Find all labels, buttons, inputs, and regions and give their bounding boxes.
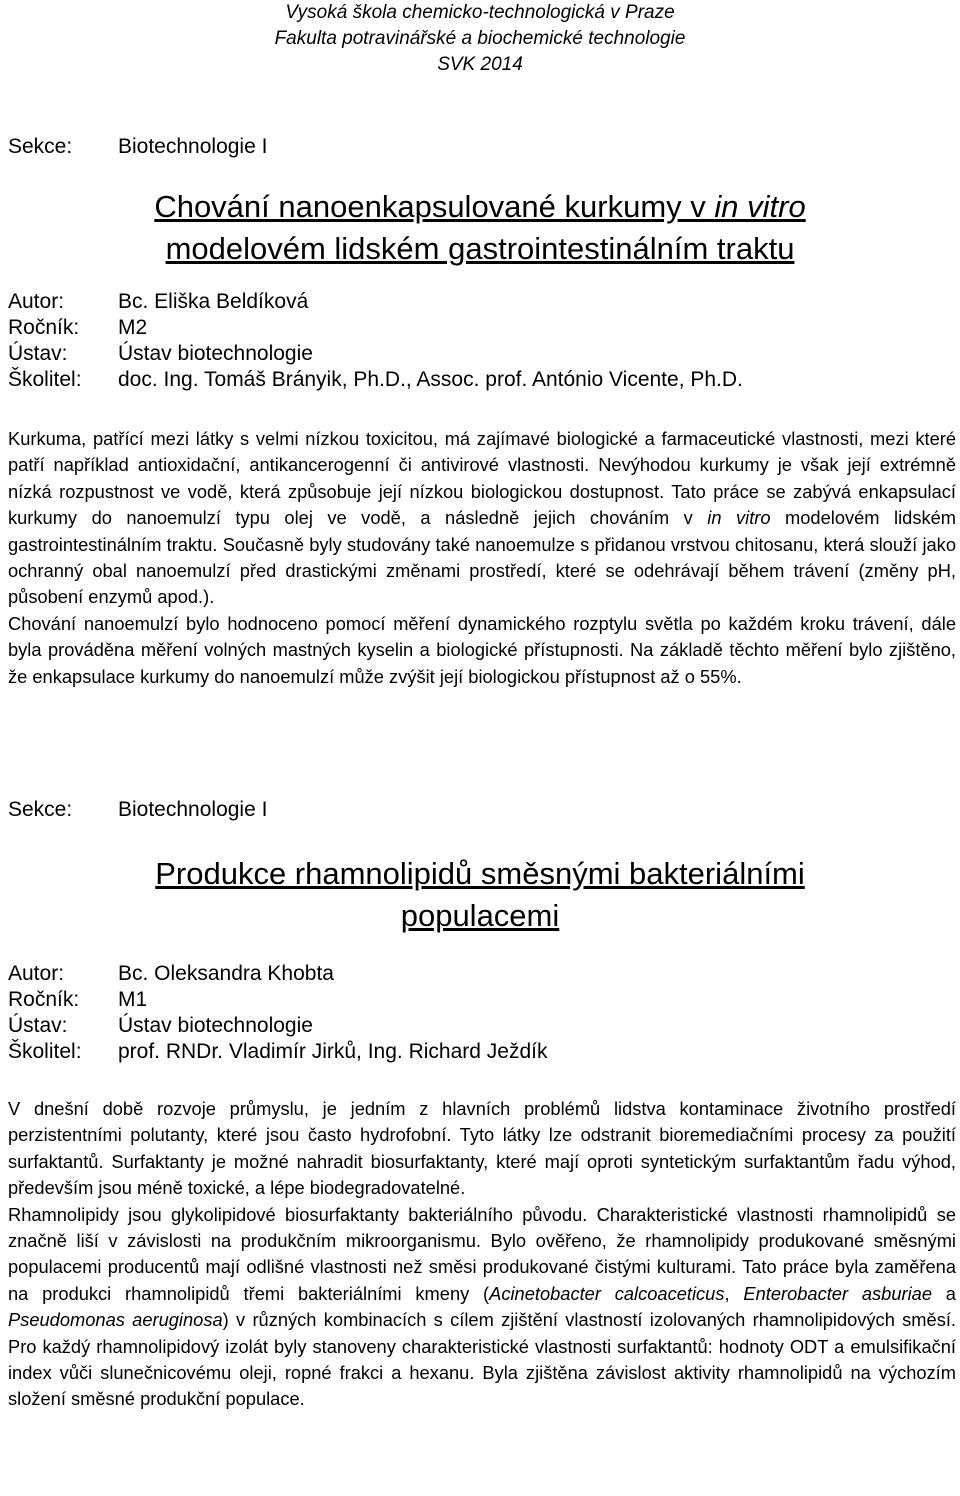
text-run: Rhamnolipidy jsou glykolipidové biosurfaktanty bakteriálního původu. Charakteristické vlastnosti rhamnolipidů se značně liší v závislosti na produkčním mikroorganismu. Bylo ověřeno, že rhamnolipidy produkované směsnými populacemi producentů mají odlišné vlastnosti než směsi produkované čistými kulturami. Tato práce byla zaměřena na produkci rhamnolipidů třemi bakteriálními kmeny ( [8,1203,956,1304]
section-value: Biotechnologie I [118,798,268,821]
title-text-line2: populacemi [400,898,560,933]
supervisor-row [8,367,743,393]
italic-run: Pseudomonas aeruginosa [8,1309,223,1331]
title-text-line2: modelovém lidském gastrointestinálním traktu [165,231,795,266]
article2-meta [8,961,547,1065]
author-label: Autor: [8,290,65,313]
supervisor-value: doc. Ing. Tomáš Brányik, Ph.D., Assoc. prof. António Vicente, Ph.D. [118,368,743,391]
year-row [8,315,743,341]
institute-value: Ústav biotechnologie [118,1014,313,1037]
italic-run: in vitro [707,507,771,529]
author-label: Autor: [8,962,65,985]
article1-section-row [8,134,267,160]
abstract-paragraph: V dnešní době rozvoje průmyslu, je jedním z hlavních problémů lidstva kontaminace životního prostředí perzistentními polutanty, které jsou často hydrofobní. Tyto látky lze odstranit bioremediačními procesy za použití surfaktantů. Surfaktanty je možné nahradit biosurfaktanty, které mají oproti syntetickým surfaktantům řadu výhod, především jsou méně toxické, a lépe biodegradovatelné. [8,1098,956,1199]
article2-title [0,853,960,937]
institute-row [8,1013,547,1039]
year-value: M1 [118,988,148,1011]
text-run: a [932,1282,956,1304]
article1-abstract [8,426,956,690]
university-name: Vysoká škola chemicko-technologická v Praze [285,2,675,23]
text-run: Kurkuma, patřící mezi látky s velmi nízkou toxicitou, má zajímavé biologické a farmaceutické vlastnosti, mezi které patří například antioxidační, antikancerogenní či antivirové vlastnosti. Nevýhodou kurkumy je však její extrémně nízká rozpustnost ve vodě, která způsobuje její nízkou biologickou dostupnost. Tato práce se zabývá enkapsulací kurkumy do nanoemulzí typu olej ve vodě, a následně jejich chováním v [8,428,956,529]
italic-run: Acinetobacter calcoaceticus [489,1282,725,1304]
abstract-paragraph [8,426,956,611]
author-value: Bc. Eliška Beldíková [118,290,309,313]
year-row [8,987,547,1013]
section-label: Sekce: [8,135,73,158]
title-text: Chování nanoenkapsulované kurkumy v [154,189,715,224]
abstract-paragraph [8,1202,956,1413]
supervisor-label: Školitel: [8,1040,82,1063]
article2-section-row [8,797,267,823]
text-run: ) v různých kombinacích s cílem zjištění vlastností izolovaných rhamnolipidových směsí. Pro každý rhamnolipidový izolát byly stanoveny charakteristické vlastnosti surfaktantů: hodnoty ODT a emulsifikační index vůči slunečnicovému oleji, ropné frakci a hexanu. Byla zjištěna závislost aktivity rhamnolipidů na výchozím složení směsné produkční populace. [8,1309,956,1410]
text-run: , [724,1282,744,1304]
article2-abstract [8,1096,956,1413]
institute-label: Ústav: [8,1014,68,1037]
author-row [8,961,547,987]
section-value: Biotechnologie I [118,135,268,158]
text-run: modelovém lidském gastrointestinálním traktu. Současně byly studovány také nanoemulze s přidanou vrstvou chitosanu, která slouží jako ochranný obal nanoemulzí před drastickými změnami prostředí, které se odehrávají během trávení (změny pH, působení enzymů apod.). [8,507,956,608]
article1-meta [8,289,743,393]
institute-row [8,341,743,367]
abstract-paragraph: Chování nanoemulzí bylo hodnoceno pomocí měření dynamického rozptylu světla po každém kroku trávení, dále byla prováděna měření volných mastných kyselin a biologické přístupnosti. Na základě těchto měření bylo zjištěno, že enkapsulace kurkumy do nanoemulzí může zvýšit její biologickou přístupnost až o 55%. [8,612,956,687]
year-value: M2 [118,316,148,339]
institute-label: Ústav: [8,342,68,365]
supervisor-row [8,1039,547,1065]
title-text: Produkce rhamnolipidů směsnými bakteriálními [155,856,805,891]
faculty-name: Fakulta potravinářské a biochemické technologie [274,28,686,49]
supervisor-label: Školitel: [8,368,82,391]
author-value: Bc. Oleksandra Khobta [118,962,334,985]
title-italic-text: in vitro [714,189,806,224]
year-label: Ročník: [8,988,80,1011]
article1-title [0,186,960,270]
institute-value: Ústav biotechnologie [118,342,313,365]
italic-run: Enterobacter asburiae [743,1282,932,1304]
year-label: Ročník: [8,316,80,339]
page-header [0,0,960,78]
supervisor-value: prof. RNDr. Vladimír Jirků, Ing. Richard Ježdík [118,1040,548,1063]
conference-name: SVK 2014 [437,54,523,75]
section-label: Sekce: [8,798,73,821]
author-row [8,289,743,315]
